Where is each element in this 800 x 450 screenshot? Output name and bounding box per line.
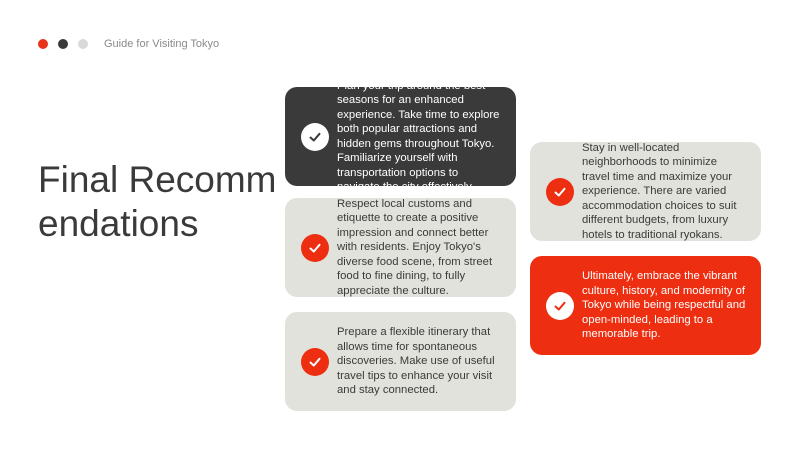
recommendation-card-2 xyxy=(285,198,516,297)
dark-dot-icon xyxy=(58,39,68,49)
recommendation-card-4 xyxy=(530,142,761,241)
card-text: Plan your trip around the best seasons for an enhanced experience. Take time to explore both popular attractions and hidden gems throughout Tokyo. Familiarize yourself with transportation options to navigate the city effectively. xyxy=(337,79,500,193)
light-dot-icon xyxy=(78,39,88,49)
checkmark-icon xyxy=(301,234,329,262)
checkmark-icon xyxy=(546,178,574,206)
page-title: Final Recommendations xyxy=(38,159,277,244)
card-text: Ultimately, embrace the vibrant culture, history, and modernity of Tokyo while being respectful and open-minded, leading to a memorable trip. xyxy=(582,270,746,341)
header-title: Guide for Visiting Tokyo xyxy=(104,38,220,50)
checkmark-icon xyxy=(301,123,329,151)
card-text: Prepare a flexible itinerary that allows time for spontaneous discoveries. Make use of useful travel tips to enhance your visit and stay connected. xyxy=(337,326,495,397)
checkmark-icon xyxy=(301,348,329,376)
recommendation-card-5 xyxy=(530,256,761,355)
recommendation-card-1 xyxy=(285,79,516,193)
card-text: Respect local customs and etiquette to create a positive impression and connect better with residents. Enjoy Tokyo's diverse food scene, from street food to fine dining, to fully appreciate the culture. xyxy=(337,197,493,297)
checkmark-icon xyxy=(546,292,574,320)
recommendation-card-3 xyxy=(285,312,516,411)
red-dot-icon xyxy=(38,39,48,49)
slide-header xyxy=(38,38,219,50)
card-text: Stay in well-located neighborhoods to minimize travel time and maximize your experience. There are varied accommodation choices to suit different budgets, from luxury hotels to traditional ryokans. xyxy=(582,141,737,241)
